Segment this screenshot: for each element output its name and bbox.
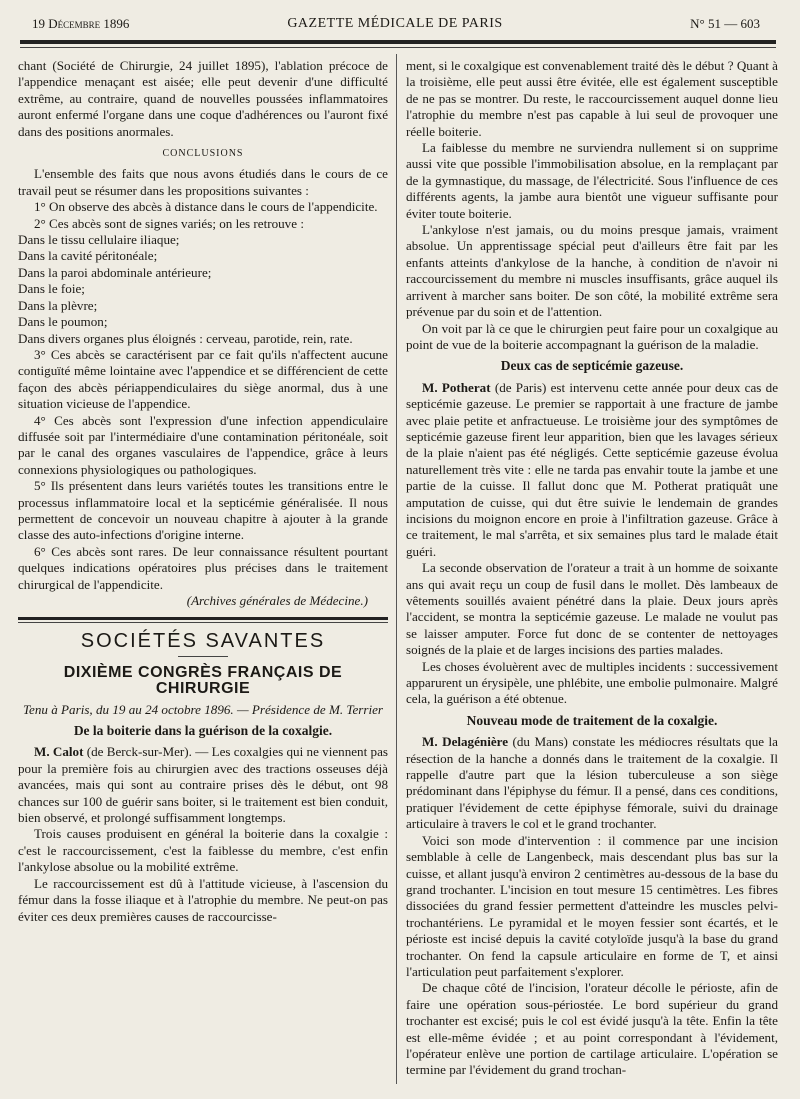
congress-heading: DIXIÈME CONGRÈS FRANÇAIS DE CHIRURGIE: [63, 663, 343, 698]
conclusion-2-item: Dans le tissu cellulaire iliaque;: [18, 232, 180, 248]
societes-heading: SOCIÉTÉS SAVANTES: [80, 630, 326, 653]
boiterie-causes-paragraph: Trois causes produisent en général la boiterie dans la coxalgie : c'est le raccourcissement, c'est la faiblesse du membre, c'est enfin l'ankylose absolue ou la mobilité extrême.: [18, 826, 388, 875]
conclusion-paragraph: On voit par là ce que le chirurgien peut faire pour un coxalgique au point de vue de la boiterie accompagnant la guérison de la maladie.: [406, 320, 778, 352]
journal-title: GAZETTE MÉDICALE DE PARIS: [287, 16, 503, 31]
potherat-text: (de Paris) est intervenu cette année pour deux cas de septicémie gazeuse. Le premier se rapportait à une fracture de jambe avec plaie petite et anfractueuse. Le troisième jour des symptômes de septicémie gazeuse firent leur apparition, bien que les lavages sérieux de la plaie n'aient pas été négligés. Cette septicémie gazeuse évolua naturellement très vite : elle ne tarda pas envahir toute la jambe et une partie de la cuisse. Il fallut donc que M. Potherat pratiquât une amputation de cuisse, qui dut être suivie le lendemain de grandes incisions du moignon encore en proie à l'infiltration gazeuse. Grâce à ce traitement, le mal s'arrêta, et six semaines plus tard le malade était guéri.: [406, 379, 779, 559]
continuation-paragraph: ment, si le coxalgique est convenablement traité dès le début ? Quant à la troisième, elle peut aussi être évitée, elle est également susceptible de ne pas se montrer. Du reste, le raccourcissement auquel donne lieu l'atrophie du membre n'est pas capable à lui seul de provoquer une réelle boiterie.: [406, 58, 778, 139]
header-rule-thin: [20, 47, 776, 48]
calot-paragraph: [18, 744, 388, 826]
conclusion-2-item: Dans la paroi abdominale antérieure;: [18, 264, 212, 280]
conclusion-3: 3° Ces abcès se caractérisent par ce fait qu'ils n'affectent aucune contiguïté même lointaine avec l'appendice et se différencient de cette façon des abcès périappendiculaires du siège anormal, dus à une situation vicieuse de l'appendice.: [18, 346, 388, 412]
conclusion-5: 5° Ils présentent dans leurs variétés toutes les transitions entre le processus inflammatoire local et la septicémie généralisée. Il nous permettent de concevoir un nouveau chapitre à ajouter à la grande classe des auto-infections d'origine interne.: [18, 478, 388, 543]
column-divider: [396, 54, 397, 1084]
second-case-paragraph: La seconde observation de l'orateur a trait à un homme de soixante ans qui avait reçu un coup de fusil dans le mollet. Dès lambeaux de vêtements souillés avaient pénétré dans la plaie. Deux jours après l'accident, se montra la septicémie gazeuse. Le malade ne voulut pas se laisser amputer. Force fut donc de se contenter de nettoyages soignés de la plaie et de larges incisions des parties malades.: [406, 560, 778, 658]
conclusion-4: 4° Ces abcès sont l'expression d'une infection appendiculaire diffusée soit par l'intermédiaire d'une contamination péritonéale, soit par le canal des organes vasculaires de l'appendice, grâce à leurs connexions physiologiques ou pathologiques.: [18, 412, 388, 477]
potherat-paragraph: [406, 380, 778, 560]
ankylose-paragraph: L'ankylose n'est jamais, ou du moins presque jamais, vraiment absolue. Un apprentissage spécial peut d'ailleurs être fait par les enfants atteints d'ankylose de la hanche, à condition de n'avoir ni raccourcissement du membre ni muscles insuffisants, grâce auquel ils arrivent à marcher sans boiter. De son côté, la mobilité extrême sera prévenue par du soin et de l'attention.: [406, 222, 778, 320]
issue-date: 19 Décembre 1896: [32, 16, 130, 31]
calot-text: (de Berck-sur-Mer). — Les coxalgies qui ne viennent pas pour la première fois au chirurgien avec des tractions osseuses déjà avancées, mais qui sont au contraire prises dès le début, ont 98 chances sur 100 de guérir sans boiter, si le traitement est bien conduit, bien observé, et prolongé suffisamment longtemps.: [18, 744, 388, 826]
header-rule-thick: [20, 40, 776, 44]
speaker-name: M. Calot: [34, 744, 84, 760]
outcome-paragraph: Les choses évoluèrent avec de multiples incidents : successivement apparurent un érysipèle, une phlébite, une embolie pulmonaire. Malgré cela, la guérison a été obtenue.: [406, 658, 778, 707]
source-citation: (Archives générales de Médecine.): [186, 593, 368, 608]
conclusion-2: 2° Ces abcès sont de signes variés; on les retrouve :: [34, 215, 304, 231]
conclusion-2-item: Dans la cavité péritonéale;: [18, 248, 158, 264]
conclusion-2-item: Dans divers organes plus éloignés : cerveau, parotide, rein, rate.: [18, 330, 353, 346]
speaker-name: M. Delagénière: [422, 734, 509, 750]
delageniere-text: (du Mans) constate les médiocres résultats que la résection de la hanche a donnés dans le traitement de la coxalgie. Il rappelle d'autre part que la lésion tuberculeuse a son siège prédominant dans l'épiphyse du fémur. Il a pensé, dans ces conditions, pratiquer l'évidement de cette épiphyse fémorale, suivi du drainage articulaire à travers le col et le grand trochanter.: [406, 734, 778, 832]
faiblesse-paragraph: La faiblesse du membre ne surviendra nullement si on supprime aussi vite que possible l'immobilisation absolue, en la remplaçant par de la gymnastique, du massage, de l'électricité. Sous l'influence de ces différents agents, la jambe aura bientôt une vigueur suffisante pour éviter toute boiterie.: [406, 140, 778, 221]
page-header: [20, 12, 770, 38]
conclusion-2-item: Dans la plèvre;: [18, 297, 98, 313]
speaker-name: M. Potherat: [422, 379, 491, 395]
conclusions-heading: CONCLUSIONS: [162, 148, 244, 160]
short-rule: [178, 656, 228, 657]
raccourcissement-paragraph: Le raccourcissement est dû à l'attitude vicieuse, à l'ascension du fémur dans la fosse iliaque et à l'atrophie du membre. Ne peut-on pas éviter ces deux premières causes de raccourcisse-: [18, 875, 388, 924]
issue-page-number: N° 51 — 603: [690, 16, 760, 31]
conclusion-2-item: Dans le foie;: [18, 281, 85, 297]
delageniere-paragraph: [406, 734, 778, 832]
conclusion-6: 6° Ces abcès sont rares. De leur connaissance résultent pourtant quelques indications opératoires plus précises dans le traitement chirurgical de l'appendicite.: [18, 543, 388, 592]
right-column: [406, 58, 778, 1079]
intro-paragraph: chant (Société de Chirurgie, 24 juillet 1895), l'ablation précoce de l'appendice menaçant est aisée; elle peut devenir d'une difficulté extrême, au contraire, quand de nouvelles poussées inflammatoires auront enfermé l'organe dans une coque d'adhérences ou l'auront fixé dans des positions anormales.: [18, 58, 388, 139]
technique-paragraph: Voici son mode d'intervention : il commence par une incision semblable à celle de Langenbeck, mais descendant plus bas sur la cuisse, et allant jusqu'à environ 2 centimètres au-dessous de la base du grand trochanter. L'incision en tout mesure 15 centimètres. Les fibres dissociées du grand fessier permettent d'atteindre les muscles pelvi-trochantériens. Le pyramidal et le moyen fessier sont écartés, et le périoste est incisé depuis la cavité cotyloïde jusqu'à la base du grand trochanter. On fend la capsule articulaire en forme de T, et ainsi l'articulation peut parfaitement s'explorer.: [406, 832, 778, 979]
left-column: [18, 58, 388, 925]
section-rule: [18, 617, 388, 623]
conclusion-2-item: Dans le poumon;: [18, 314, 108, 330]
section-heading-coxalgie: Nouveau mode de traitement de la coxalgie.: [466, 712, 718, 728]
conclusions-intro: L'ensemble des faits que nous avons étudiés dans le cours de ce travail peut se résumer dans les propositions suivantes :: [18, 166, 388, 198]
section-heading-boiterie: De la boiterie dans la guérison de la coxalgie.: [73, 723, 333, 739]
section-heading-septicemie: Deux cas de septicémie gazeuse.: [500, 358, 684, 374]
operation-paragraph: De chaque côté de l'incision, l'orateur décolle le périoste, afin de faire une opération sous-périostée. Le bord supérieur du grand trochanter est excisé; puis le col est évidé jusqu'à la tête. Enfin la tête est elle-même évidée ; et au point correspondant à l'évidement, l'opérateur enlève une portion de cartilage articulaire. L'opération se termine par l'évidement du grand trochan-: [406, 980, 778, 1078]
congress-details: Tenu à Paris, du 19 au 24 octobre 1896. — Présidence de M. Terrier: [22, 701, 384, 717]
conclusion-1: 1° On observe des abcès à distance dans le cours de l'appendicite.: [34, 199, 378, 215]
